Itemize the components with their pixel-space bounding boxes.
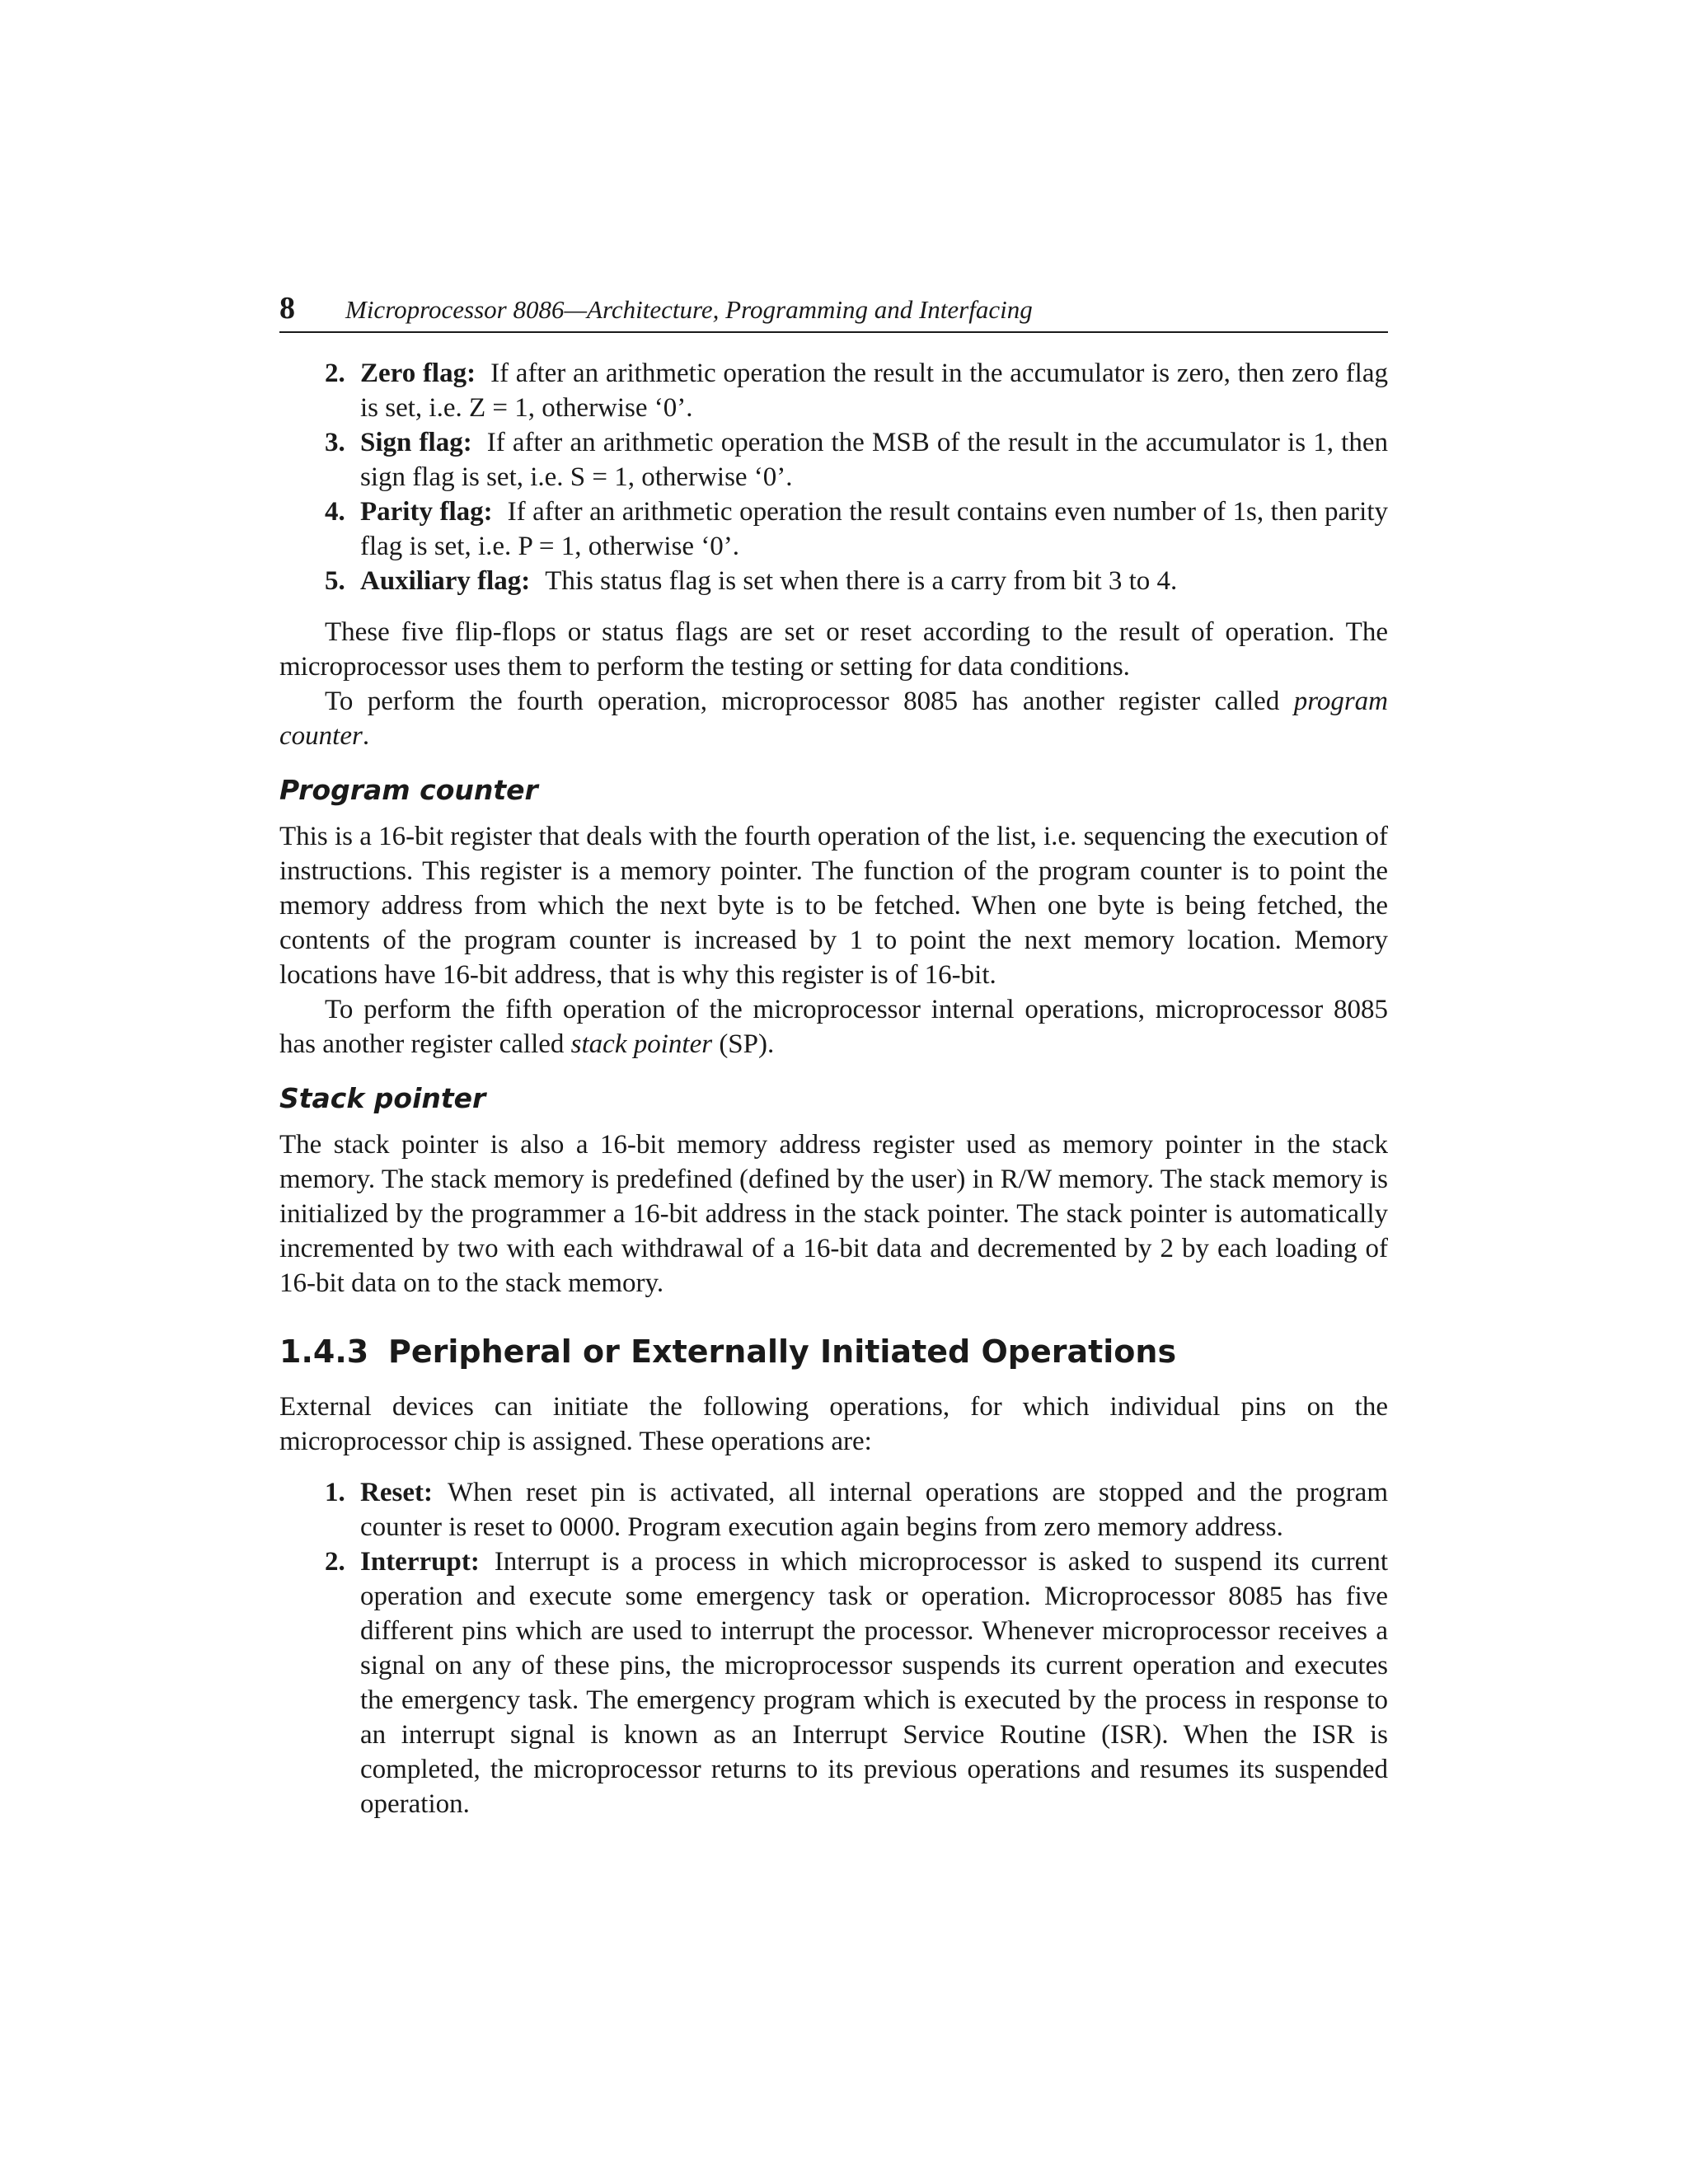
italic-term: program counter — [279, 687, 1388, 751]
list-term: Reset: — [360, 1478, 433, 1507]
running-title: Microprocessor 8086—Architecture, Programming and Interfacing — [345, 295, 1033, 324]
section-title: Peripheral or Externally Initiated Operations — [388, 1333, 1177, 1370]
operations-list — [279, 1475, 1388, 1821]
list-number: 4. — [325, 497, 345, 527]
list-text: If after an arithmetic operation the MSB of the result in the accumulator is 1, then sign flag is set, i.e. S = 1, otherwise ‘0’. — [360, 428, 1388, 492]
list-item-zero-flag — [279, 356, 1388, 425]
flags-list — [279, 356, 1388, 598]
list-item-sign-flag — [279, 425, 1388, 494]
list-term: Parity flag: — [360, 497, 493, 527]
list-number: 3. — [325, 428, 345, 457]
paragraph-section-intro: External devices can initiate the following operations, for which individual pins on the microprocessor chip is assigned. These operations are: — [279, 1392, 1388, 1456]
list-term: Sign flag: — [360, 428, 472, 457]
list-text: If after an arithmetic operation the result contains even number of 1s, then parity flag is set, i.e. P = 1, otherwise ‘0’. — [360, 497, 1388, 561]
section-number: 1.4.3 — [279, 1333, 369, 1370]
list-item-parity-flag — [279, 494, 1388, 564]
list-text: If after an arithmetic operation the result in the accumulator is zero, then zero flag is set, i.e. Z = 1, otherwise ‘0’. — [360, 359, 1388, 423]
list-item-reset — [279, 1475, 1388, 1544]
section-heading — [279, 1332, 1388, 1371]
list-term: Auxiliary flag: — [360, 566, 531, 596]
list-item-auxiliary-flag — [279, 564, 1388, 598]
list-item-interrupt — [279, 1544, 1388, 1821]
subheading-stack-pointer: Stack pointer — [279, 1082, 486, 1114]
list-number: 2. — [325, 1547, 345, 1577]
paragraph-fourth-operation — [279, 684, 1388, 753]
text-run: . — [362, 721, 370, 751]
list-text: This status flag is set when there is a carry from bit 3 to 4. — [545, 566, 1178, 596]
list-text: When reset pin is activated, all internal operations are stopped and the program counter is reset to 0000. Program execution again begins from zero memory address. — [360, 1478, 1388, 1542]
text-run: To perform the fourth operation, microprocessor 8085 has another register called — [325, 687, 1294, 716]
paragraph-flags: These five flip-flops or status flags are set or reset according to the result of operation. The microprocessor uses them to perform the testing or setting for data conditions. — [279, 617, 1388, 682]
book-page — [279, 290, 1388, 1821]
paragraph-stack-pointer: The stack pointer is also a 16-bit memory address register used as memory pointer in the stack memory. The stack memory is predefined (defined by the user) in R/W memory. The stack memory is initialized by the programmer a 16-bit address in the stack pointer. The stack pointer is automatically incremented by two with each withdrawal of a 16-bit data and decremented by 2 by each loading of 16-bit data on to the stack memory. — [279, 1130, 1388, 1298]
subheading-program-counter: Program counter — [279, 774, 538, 806]
list-term: Interrupt: — [360, 1547, 480, 1577]
paragraph-program-counter: This is a 16-bit register that deals with the fourth operation of the list, i.e. sequencing the execution of instructions. This register is a memory pointer. The function of the program counter is to point the memory address from which the next byte is to be fetched. When one byte is being fetched, the contents of the program counter is increased by 1 to point the next memory location. Memory locations have 16-bit address, that is why this register is of 16-bit. — [279, 822, 1388, 990]
italic-term: stack pointer — [570, 1029, 713, 1059]
list-number: 1. — [325, 1478, 345, 1507]
text-run: To perform the fifth operation of the microprocessor internal operations, microprocessor 8085 has another register called — [279, 995, 1388, 1059]
text-run: (SP). — [712, 1029, 775, 1059]
list-term: Zero flag: — [360, 359, 476, 388]
list-text: Interrupt is a process in which microprocessor is asked to suspend its current operation and execute some emergency task or operation. Microprocessor 8085 has five different pins which are used to interrupt the processor. Whenever microprocessor receives a signal on any of these pins, the microprocessor suspends its current operation and executes the emergency task. The emergency program which is executed by the process in response to an interrupt signal is known as an Interrupt Service Routine (ISR). When the ISR is completed, the microprocessor returns to its previous operations and resumes its suspended operation. — [360, 1547, 1388, 1819]
list-number: 5. — [325, 566, 345, 596]
paragraph-fifth-operation — [279, 992, 1388, 1062]
page-header — [279, 290, 1388, 333]
page-number: 8 — [279, 291, 295, 326]
list-number: 2. — [325, 359, 345, 388]
